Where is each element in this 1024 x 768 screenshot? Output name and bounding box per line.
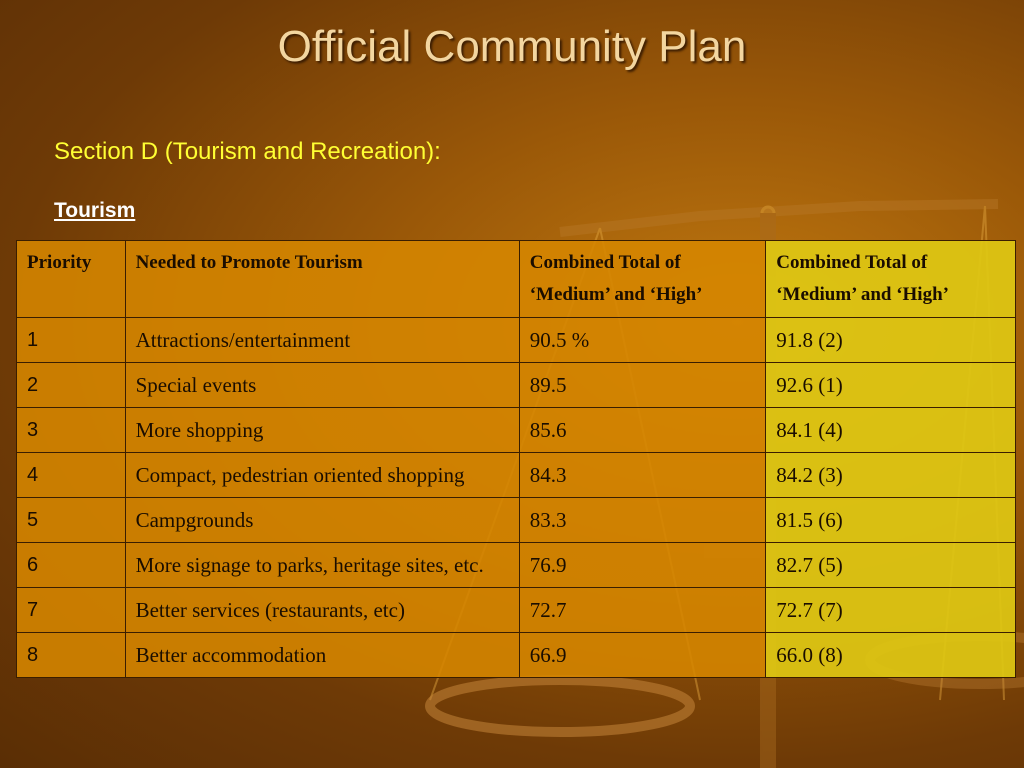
table-row	[17, 633, 1016, 678]
header-needed: Needed to Promote Tourism	[125, 241, 519, 318]
priority-cell: 2	[17, 363, 126, 408]
total-cell-1: 90.5 %	[519, 318, 765, 363]
total-cell-2: 84.1 (4)	[766, 408, 1016, 453]
total-cell-1: 89.5	[519, 363, 765, 408]
total-cell-2: 91.8 (2)	[766, 318, 1016, 363]
priority-cell: 1	[17, 318, 126, 363]
need-cell: Better services (restaurants, etc)	[125, 588, 519, 633]
priority-cell: 4	[17, 453, 126, 498]
priority-cell: 3	[17, 408, 126, 453]
slide-title: Official Community Plan	[277, 22, 747, 71]
total-cell-2: 81.5 (6)	[766, 498, 1016, 543]
header-combined-total-2: Combined Total of ‘Medium’ and ‘High’	[766, 241, 1016, 318]
total-cell-1: 85.6	[519, 408, 765, 453]
need-cell: More shopping	[125, 408, 519, 453]
table-row	[17, 363, 1016, 408]
priority-cell: 8	[17, 633, 126, 678]
table-row	[17, 453, 1016, 498]
total-cell-2: 92.6 (1)	[766, 363, 1016, 408]
total-cell-1: 76.9	[519, 543, 765, 588]
tourism-heading: Tourism	[54, 199, 136, 222]
total-cell-1: 83.3	[519, 498, 765, 543]
header-priority: Priority	[17, 241, 126, 318]
total-cell-2: 72.7 (7)	[766, 588, 1016, 633]
need-cell: Better accommodation	[125, 633, 519, 678]
priority-cell: 6	[17, 543, 126, 588]
need-cell: Campgrounds	[125, 498, 519, 543]
table-header-row	[17, 241, 1016, 318]
section-subtitle: Section D (Tourism and Recreation):	[54, 138, 441, 165]
need-cell: Special events	[125, 363, 519, 408]
need-cell: Compact, pedestrian oriented shopping	[125, 453, 519, 498]
table-row	[17, 498, 1016, 543]
tourism-priority-table	[16, 240, 1016, 678]
priority-cell: 5	[17, 498, 126, 543]
need-cell: Attractions/entertainment	[125, 318, 519, 363]
total-cell-1: 66.9	[519, 633, 765, 678]
total-cell-1: 84.3	[519, 453, 765, 498]
table-row	[17, 588, 1016, 633]
total-cell-2: 82.7 (5)	[766, 543, 1016, 588]
priority-cell: 7	[17, 588, 126, 633]
total-cell-2: 66.0 (8)	[766, 633, 1016, 678]
total-cell-1: 72.7	[519, 588, 765, 633]
table-row	[17, 543, 1016, 588]
table-row	[17, 318, 1016, 363]
table-row	[17, 408, 1016, 453]
need-cell: More signage to parks, heritage sites, etc.	[125, 543, 519, 588]
total-cell-2: 84.2 (3)	[766, 453, 1016, 498]
header-combined-total-1: Combined Total of ‘Medium’ and ‘High’	[519, 241, 765, 318]
